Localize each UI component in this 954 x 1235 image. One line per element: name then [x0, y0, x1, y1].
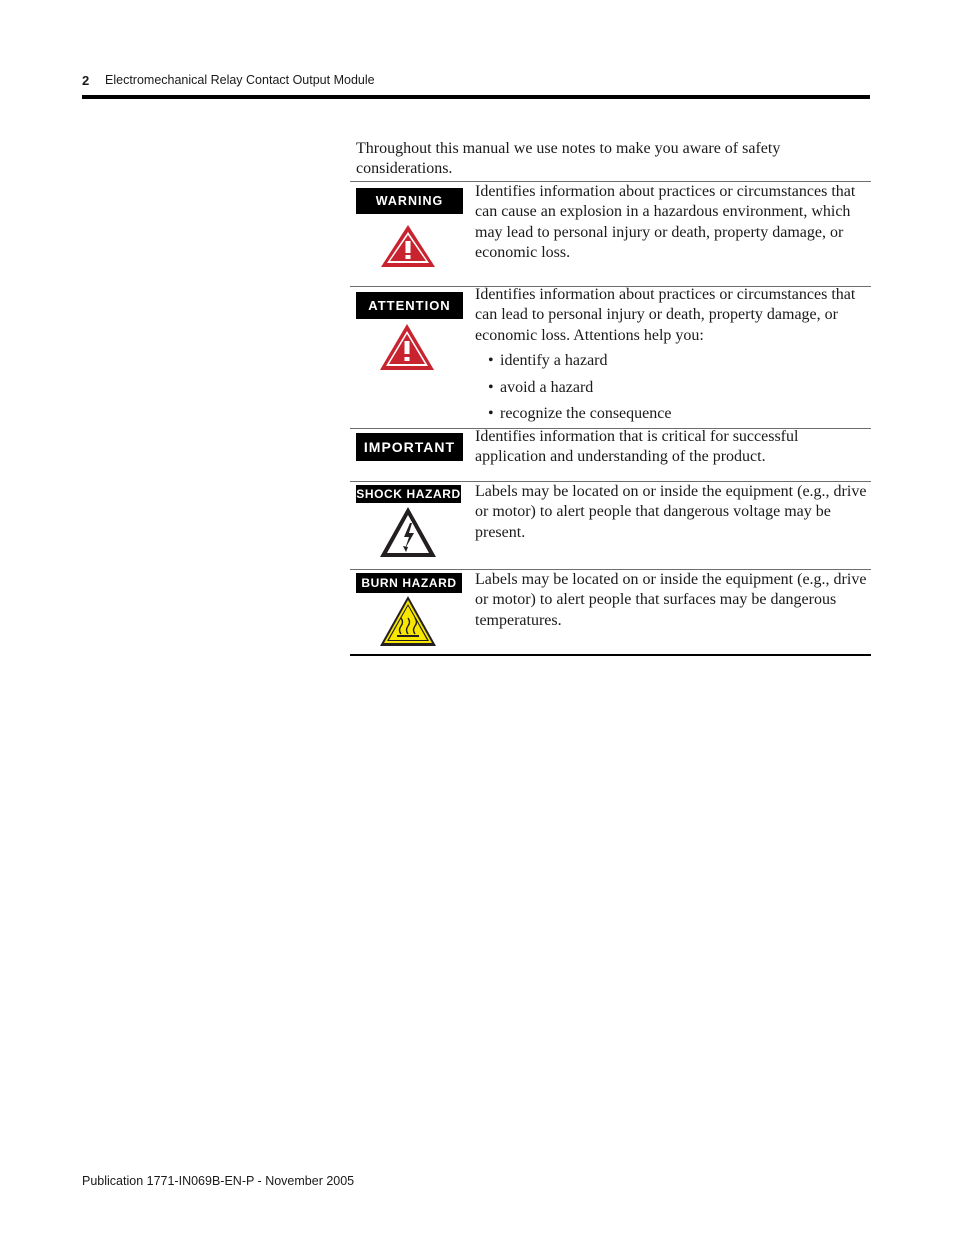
shock-hazard-badge: SHOCK HAZARD	[356, 487, 461, 501]
note-important	[350, 428, 871, 481]
burn-hazard-icon	[379, 595, 437, 647]
important-badge: IMPORTANT	[356, 433, 463, 461]
shock-hazard-text: Labels may be located on or inside the equipment (e.g., drive or motor) to alert people that dangerous voltage may be present.	[475, 483, 867, 541]
note-shock-hazard	[350, 481, 871, 569]
warning-badge: WARNING	[356, 188, 463, 214]
burn-hazard-text: Labels may be located on or inside the equipment (e.g., drive or motor) to alert people that surfaces may be dangerous temperatures.	[475, 571, 867, 629]
list-item: • avoid a hazard	[488, 378, 594, 396]
warning-text: Identifies information about practices or circumstances that can cause an explosion in a hazardous environment, which may lead to personal injury or death, property damage, or economic loss.	[475, 183, 856, 261]
safety-notes-table	[350, 181, 871, 656]
intro-paragraph: Throughout this manual we use notes to make you aware of safety considerations.	[356, 140, 781, 177]
list-item: • identify a hazard	[488, 352, 608, 369]
header-rule	[82, 95, 870, 99]
note-warning	[350, 181, 871, 286]
shock-hazard-icon	[379, 506, 437, 558]
page-number: 2	[82, 73, 90, 88]
attention-bullet-list	[488, 351, 671, 431]
running-title: Electromechanical Relay Contact Output Module	[105, 73, 375, 87]
note-burn-hazard	[350, 569, 871, 656]
attention-text: Identifies information about practices or circumstances that can lead to personal injury or death, property damage, or economic loss. Attentions help you:	[475, 286, 856, 344]
notes-table-bottom-rule	[350, 654, 871, 656]
important-text: Identifies information that is critical for successful application and understanding of the product.	[475, 428, 799, 466]
burn-hazard-badge: BURN HAZARD	[356, 573, 462, 593]
attention-badge: ATTENTION	[356, 292, 463, 319]
list-item: • recognize the consequence	[488, 405, 672, 422]
attention-triangle-icon	[379, 323, 435, 371]
note-attention	[350, 286, 871, 428]
warning-triangle-icon	[380, 224, 436, 268]
page-footer: Publication 1771-IN069B-EN-P - November 2005	[82, 1174, 355, 1188]
